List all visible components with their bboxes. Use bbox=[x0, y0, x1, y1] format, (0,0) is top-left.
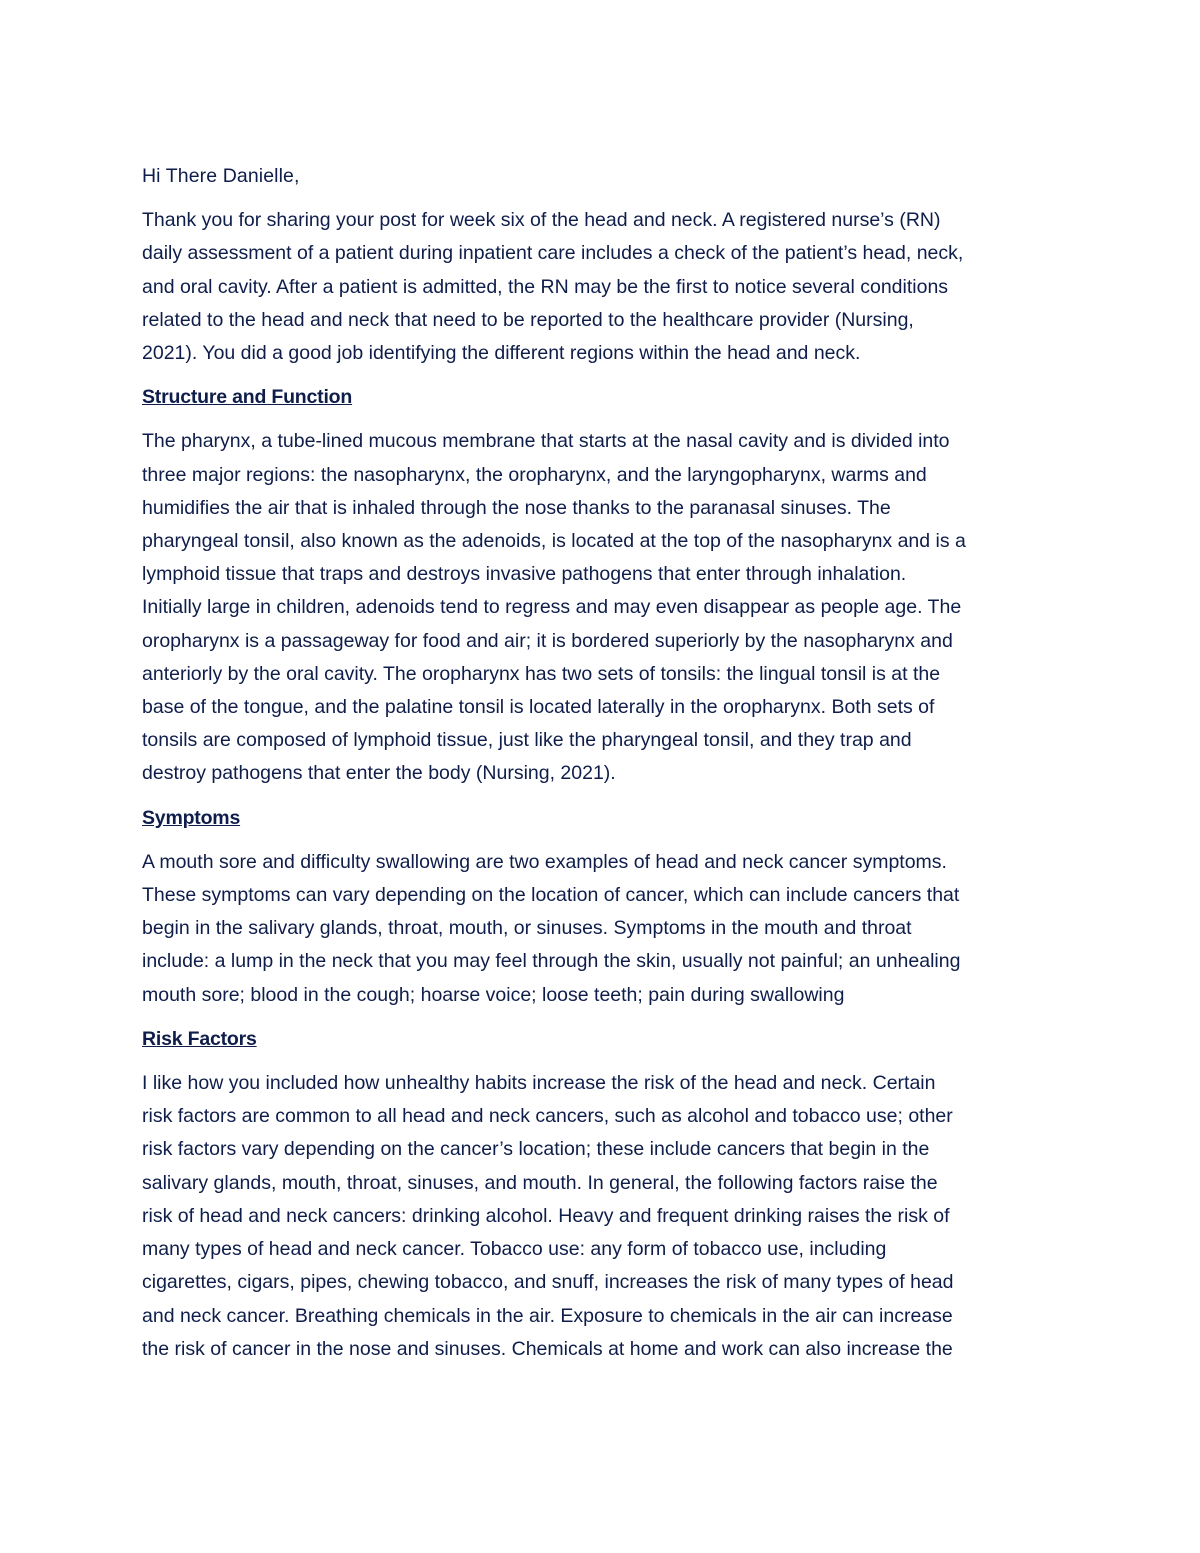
intro-line: Thank you for sharing your post for week six of the head and neck. A registered nurse’s (RN) bbox=[142, 209, 941, 232]
symptoms-heading: Symptoms bbox=[142, 806, 241, 829]
intro-line: related to the head and neck that need to be reported to the healthcare provider (Nursing, bbox=[142, 308, 914, 331]
risk-line: cigarettes, cigars, pipes, chewing tobacco, and snuff, increases the risk of many types of head bbox=[142, 1271, 954, 1294]
risk-factors-paragraph bbox=[142, 1067, 1062, 1366]
structure-heading: Structure and Function bbox=[142, 386, 353, 409]
structure-line: three major regions: the nasopharynx, the oropharynx, and the laryngopharynx, warms and bbox=[142, 463, 927, 486]
intro-line: 2021). You did a good job identifying the different regions within the head and neck. bbox=[142, 342, 861, 365]
symptoms-line: mouth sore; blood in the cough; hoarse voice; loose teeth; pain during swallowing bbox=[142, 983, 845, 1006]
document-page bbox=[142, 160, 1062, 1377]
symptoms-line: A mouth sore and difficulty swallowing are two examples of head and neck cancer symptoms. bbox=[142, 850, 947, 873]
symptoms-line: include: a lump in the neck that you may feel through the skin, usually not painful; an unhealing bbox=[142, 950, 961, 973]
structure-line: Initially large in children, adenoids tend to regress and may even disappear as people age. The bbox=[142, 596, 962, 619]
risk-line: and neck cancer. Breathing chemicals in the air. Exposure to chemicals in the air can increase bbox=[142, 1304, 953, 1327]
risk-line: many types of head and neck cancer. Tobacco use: any form of tobacco use, including bbox=[142, 1238, 887, 1261]
structure-line: destroy pathogens that enter the body (Nursing, 2021). bbox=[142, 762, 616, 785]
structure-line: base of the tongue, and the palatine tonsil is located laterally in the oropharynx. Both sets of bbox=[142, 696, 935, 719]
structure-line: humidifies the air that is inhaled through the nose thanks to the paranasal sinuses. The bbox=[142, 496, 891, 519]
structure-line: pharyngeal tonsil, also known as the adenoids, is located at the top of the nasopharynx and is a bbox=[142, 530, 966, 553]
symptoms-line: These symptoms can vary depending on the location of cancer, which can include cancers that bbox=[142, 884, 960, 907]
risk-line: risk of head and neck cancers: drinking alcohol. Heavy and frequent drinking raises the risk of bbox=[142, 1204, 950, 1227]
risk-line: risk factors are common to all head and neck cancers, such as alcohol and tobacco use; other bbox=[142, 1105, 953, 1128]
intro-line: daily assessment of a patient during inpatient care includes a check of the patient’s head, neck, bbox=[142, 242, 964, 265]
structure-line: lymphoid tissue that traps and destroys invasive pathogens that enter through inhalation. bbox=[142, 563, 907, 586]
risk-factors-heading: Risk Factors bbox=[142, 1027, 257, 1050]
structure-paragraph bbox=[142, 425, 1062, 790]
symptoms-line: begin in the salivary glands, throat, mouth, or sinuses. Symptoms in the mouth and throat bbox=[142, 917, 912, 940]
symptoms-paragraph bbox=[142, 846, 1062, 1012]
greeting: Hi There Danielle, bbox=[142, 165, 300, 187]
risk-line: salivary glands, mouth, throat, sinuses, and mouth. In general, the following factors raise the bbox=[142, 1171, 938, 1194]
intro-paragraph bbox=[142, 204, 1062, 370]
risk-line: the risk of cancer in the nose and sinuses. Chemicals at home and work can also increase the bbox=[142, 1337, 953, 1360]
intro-line: and oral cavity. After a patient is admitted, the RN may be the first to notice several conditions bbox=[142, 275, 949, 298]
structure-line: tonsils are composed of lymphoid tissue, just like the pharyngeal tonsil, and they trap and bbox=[142, 729, 912, 752]
risk-line: risk factors vary depending on the cancer’s location; these include cancers that begin in the bbox=[142, 1138, 930, 1161]
structure-line: oropharynx is a passageway for food and air; it is bordered superiorly by the nasopharynx and bbox=[142, 629, 953, 652]
risk-line: I like how you included how unhealthy habits increase the risk of the head and neck. Certain bbox=[142, 1072, 936, 1095]
structure-line: anteriorly by the oral cavity. The oropharynx has two sets of tonsils: the lingual tonsil is at the bbox=[142, 662, 941, 685]
structure-line: The pharynx, a tube-lined mucous membrane that starts at the nasal cavity and is divided into bbox=[142, 430, 950, 453]
